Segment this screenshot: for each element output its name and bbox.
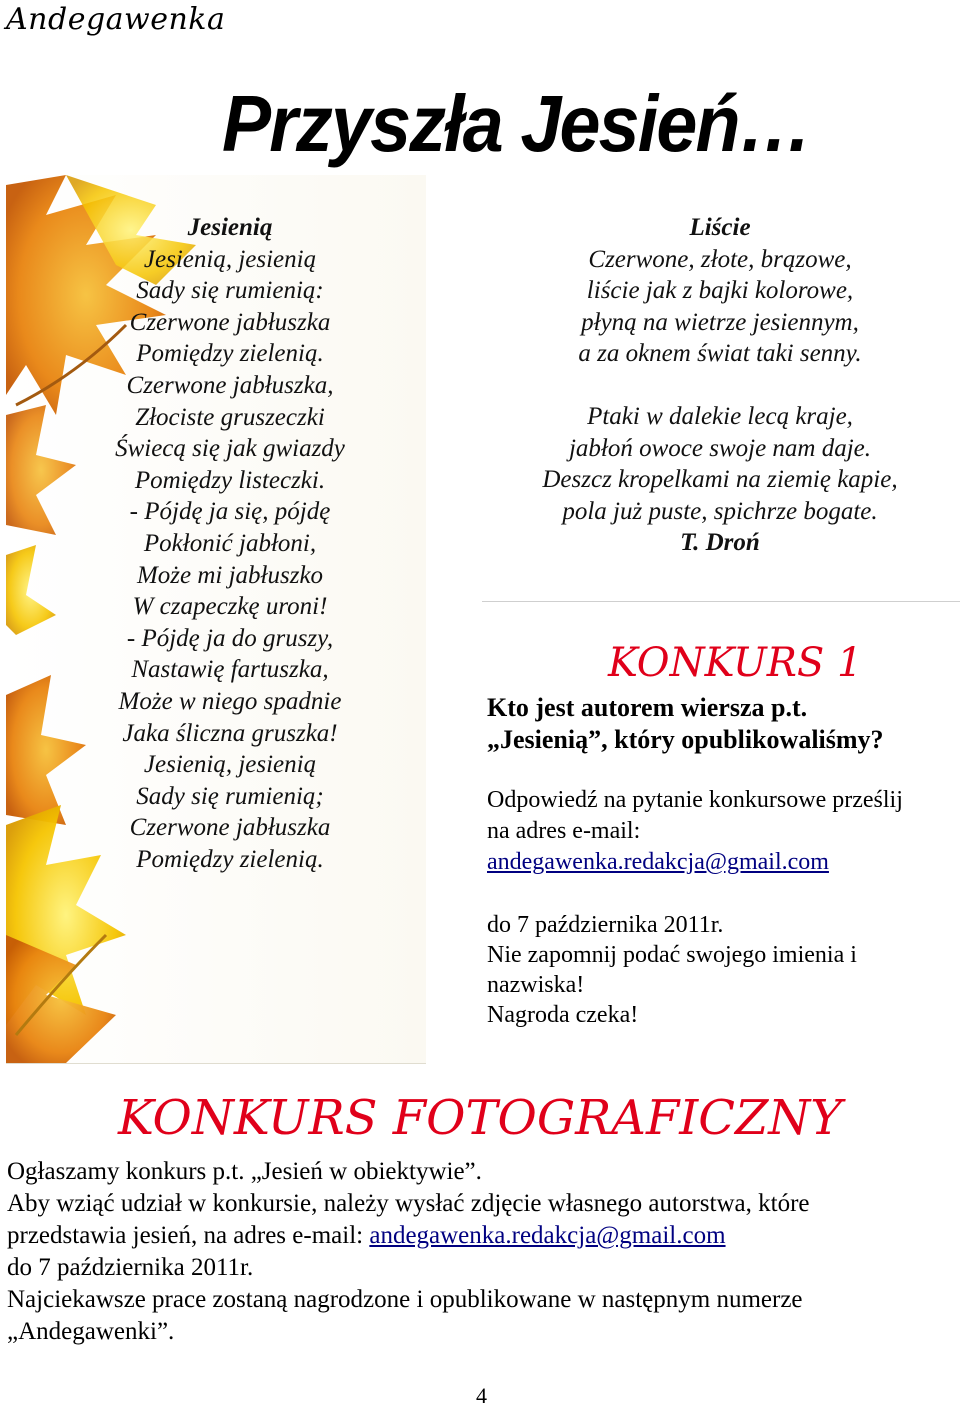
photo-line [7,1220,952,1252]
page-number: 4 [476,1383,487,1408]
poem-jesienia [60,212,400,875]
deadline-text: do 7 października 2011r. [487,912,724,938]
contest1-heading: KONKURS 1 [608,640,863,686]
poem-line: Może mi jabłuszko [136,561,324,589]
poem-line: Jesienią, jesienią [143,751,317,779]
poem-liscie [500,212,940,559]
publication-name: Andegawenka [6,2,226,37]
poem-line: liście jak z bajki kolorowe, [586,277,854,305]
poem-line: Czerwone jabłuszka [129,814,331,842]
poem-line: Jesienią, jesienią [143,245,317,273]
poem-line: Sady się rumienią; [136,782,324,810]
poem-line: Pomiędzy zielenią. [136,340,324,368]
contest1-answer-info [487,785,947,878]
poem-line: - Pójdę ja się, pójdę [129,498,331,526]
poem-line: jabłoń owoce swoje nam daje. [568,434,872,462]
poem-line: - Pójdę ja do gruszy, [126,624,334,652]
poem-line: Czerwone jabłuszka, [126,371,334,399]
poem-line: Pomiędzy listeczki. [134,466,326,494]
poem-line: Jaka śliczna gruszka! [122,719,338,747]
poem-line: Sady się rumienią: [136,277,324,305]
poem-line: Czerwone jabłuszka [129,308,331,336]
poem-line: Świecą się jak gwiazdy [115,435,345,463]
photo-contest-heading: KONKURS FOTOGRAFICZNY [117,1090,842,1146]
section-divider [482,601,960,602]
question-line: „Jesienią”, który opublikowaliśmy? [487,725,884,754]
poem-line: pola już puste, spichrze bogate. [562,497,878,525]
photo-line-prefix: przedstawia jesień, na adres e-mail: [7,1222,364,1249]
question-line: Kto jest autorem wiersza p.t. [487,693,808,722]
poem-line: a za oknem świat taki senny. [578,340,862,368]
photo-line: Najciekawsze prace zostaną nagrodzone i opublikowane w następnym numerze [7,1286,803,1313]
prize-text: Nagroda czeka! [487,1002,639,1028]
page-title: Przyszła Jesień… [222,79,811,168]
poem-line: Nastawię fartuszka, [131,656,329,684]
poem-author: T. Droń [680,529,760,557]
poem-line: Złociste gruszeczki [135,403,325,431]
photo-line: do 7 października 2011r. [7,1254,254,1281]
photo-line: „Andegawenki”. [7,1318,175,1345]
poem-line: Deszcz kropelkami na ziemię kapie, [542,466,898,494]
poem-line: Ptaki w dalekie lecą kraje, [587,402,853,430]
photo-contest-body [7,1156,952,1348]
answer-line: Odpowiedź na pytanie konkursowe prześlij [487,787,903,813]
photo-line: Aby wziąć udział w konkursie, należy wysłać zdjęcie własnego autorstwa, które [7,1190,810,1217]
photo-contest-email-link[interactable]: andegawenka.redakcja@gmail.com [369,1222,726,1249]
poem-title: Jesienią [187,214,273,241]
poem-line: Czerwone, złote, brązowe, [588,245,852,273]
poem-line: Pokłonić jabłoni, [143,529,317,557]
reminder-text: Nie zapomnij podać swojego imienia i nazwiska! [487,942,857,998]
contest1-email-link[interactable]: andegawenka.redakcja@gmail.com [487,849,829,875]
answer-line: na adres e-mail: [487,818,641,844]
poem-line: W czapeczkę uroni! [132,593,328,621]
poem-title: Liście [689,214,751,241]
poem-line: Pomiędzy zielenią. [136,845,324,873]
contest1-deadline-block [487,910,947,1030]
contest1-question [487,692,884,756]
poem-line: Może w niego spadnie [118,687,342,715]
poem-line: płyną na wietrze jesiennym, [581,308,859,336]
photo-line: Ogłaszamy konkurs p.t. „Jesień w obiektywie”. [7,1158,482,1185]
